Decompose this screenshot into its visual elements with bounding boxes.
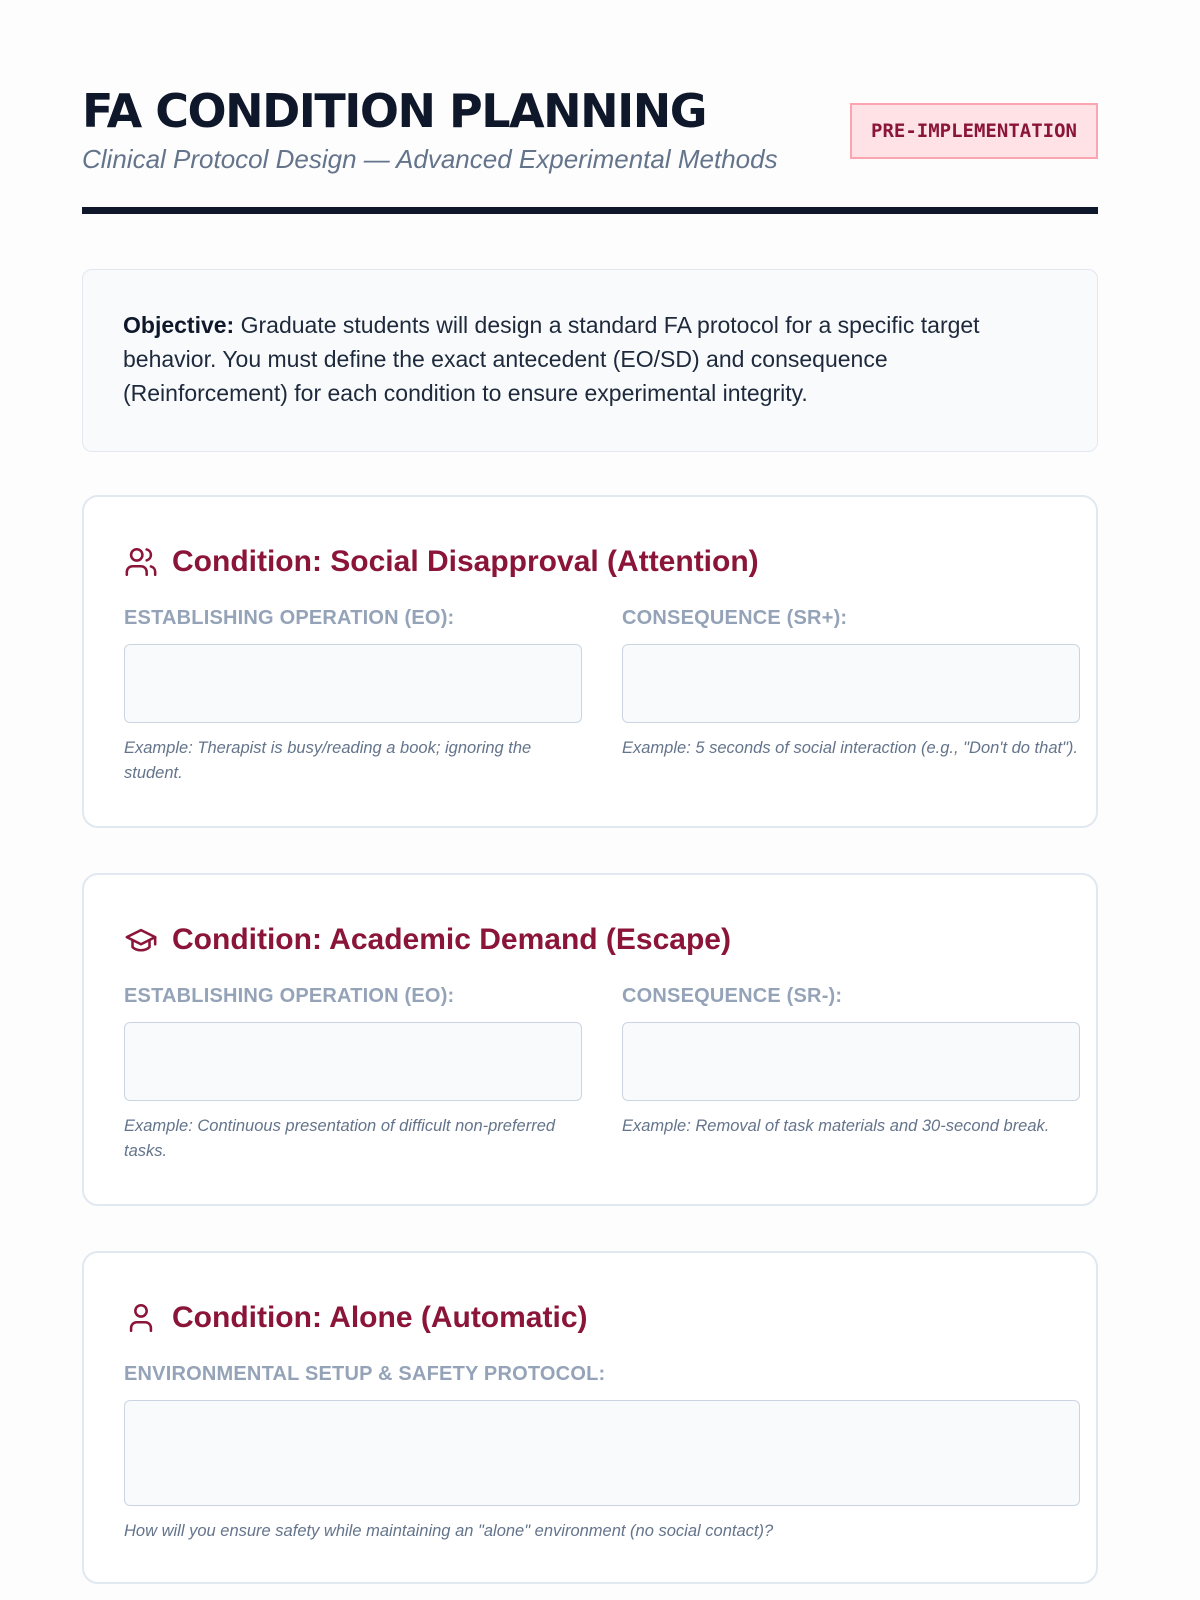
condition-header bbox=[124, 1301, 588, 1335]
objective-box bbox=[82, 269, 1098, 452]
condition-header bbox=[124, 545, 759, 579]
eo-field bbox=[124, 607, 582, 782]
user-icon bbox=[124, 1301, 158, 1335]
consequence-field bbox=[622, 985, 1080, 1135]
header-divider bbox=[82, 207, 1098, 214]
consequence-field bbox=[622, 607, 1080, 757]
eo-input[interactable] bbox=[124, 644, 582, 723]
page-title: FA CONDITION PLANNING bbox=[82, 84, 707, 138]
condition-card-escape bbox=[82, 873, 1098, 1206]
consequence-input[interactable] bbox=[622, 1022, 1080, 1101]
users-icon bbox=[124, 545, 158, 579]
consequence-label: CONSEQUENCE (SR+): bbox=[622, 607, 848, 629]
consequence-label: CONSEQUENCE (SR-): bbox=[622, 985, 843, 1007]
condition-title: Condition: Social Disapproval (Attention) bbox=[172, 545, 759, 578]
eo-hint: Example: Therapist is busy/reading a book; ignoring the student. bbox=[124, 739, 532, 782]
safety-input[interactable] bbox=[124, 1400, 1080, 1506]
safety-label: ENVIRONMENTAL SETUP & SAFETY PROTOCOL: bbox=[124, 1363, 606, 1385]
graduation-cap-icon bbox=[124, 923, 158, 957]
header bbox=[82, 0, 1098, 215]
eo-field bbox=[124, 985, 582, 1160]
consequence-input[interactable] bbox=[622, 644, 1080, 723]
objective-text: Graduate students will design a standard FA protocol for a specific target behavior. You must define the exact antecedent (EO/SD) and consequence (Reinforcement) for each condition to ensure experimental integrity. bbox=[123, 312, 980, 406]
eo-label: ESTABLISHING OPERATION (EO): bbox=[124, 607, 455, 629]
consequence-hint: Example: 5 seconds of social interaction (e.g., "Don't do that"). bbox=[622, 739, 1079, 757]
objective-label: Objective: bbox=[123, 312, 235, 338]
condition-title: Condition: Academic Demand (Escape) bbox=[172, 923, 731, 956]
status-badge: PRE-IMPLEMENTATION bbox=[850, 103, 1098, 159]
safety-hint: How will you ensure safety while maintaining an "alone" environment (no social contact)? bbox=[124, 1522, 774, 1540]
condition-title: Condition: Alone (Automatic) bbox=[172, 1301, 588, 1334]
eo-input[interactable] bbox=[124, 1022, 582, 1101]
consequence-hint: Example: Removal of task materials and 30-second break. bbox=[622, 1117, 1050, 1135]
safety-field bbox=[124, 1363, 1080, 1540]
condition-card-alone bbox=[82, 1251, 1098, 1584]
eo-hint: Example: Continuous presentation of difficult non-preferred tasks. bbox=[124, 1117, 556, 1160]
condition-header bbox=[124, 923, 731, 957]
eo-label: ESTABLISHING OPERATION (EO): bbox=[124, 985, 455, 1007]
page-subtitle: Clinical Protocol Design — Advanced Experimental Methods bbox=[82, 144, 778, 174]
condition-card-attention bbox=[82, 495, 1098, 828]
